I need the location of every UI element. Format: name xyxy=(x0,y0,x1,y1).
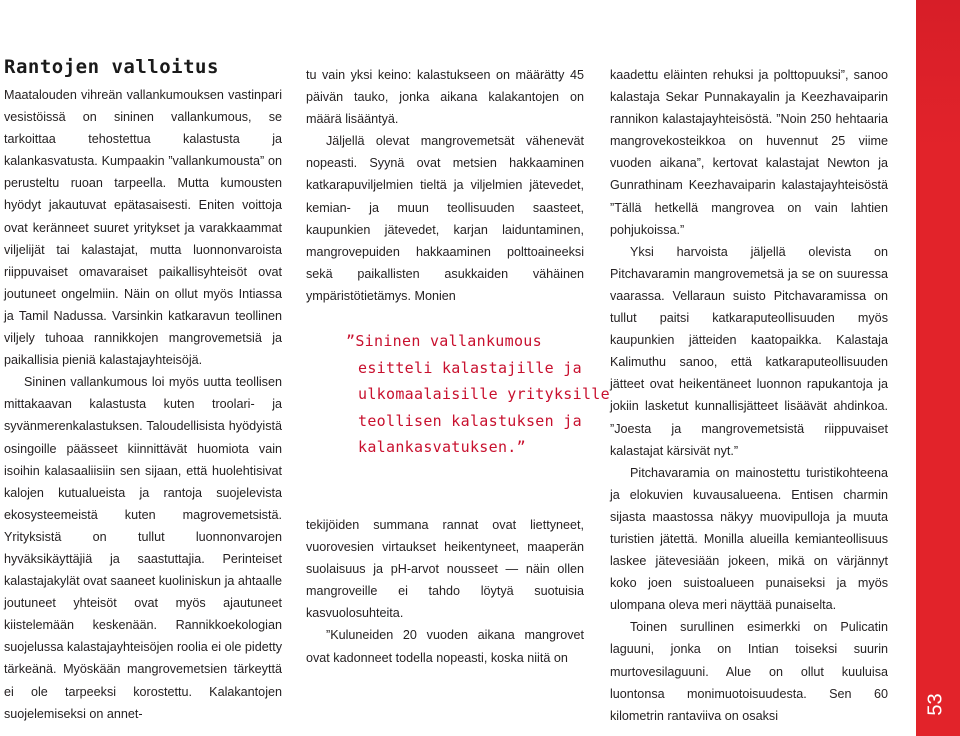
text-column-1 xyxy=(4,84,282,725)
paragraph: ”Kuluneiden 20 vuoden aikana mangrovet ovat kadonneet todella nopeasti, koska niitä on xyxy=(306,628,584,665)
paragraph: tu vain yksi keino: kalastukseen on määrätty 45 päivän tauko, jonka aikana kalakantojen on määrä lisääntyä. xyxy=(306,68,584,127)
pull-quote-line: esitteli kalastajille ja xyxy=(358,358,582,377)
paragraph: Sininen vallankumous loi myös uutta teollisen mittakaavan kalastusta kuten troolari- ja syvänmerenkalastuksen. Taloudellisista hyödyistä osingoille päässeet kiinnittävät huomiota vain isoihin kalasaaliisiin sen sijaan, että huolehtisivat kalojen kutualueista ja rantoja suojelevista ekosysteemeistä kuten magrovemetsistä. Yrityksistä on tullut luonnonvarojen hyväksikäyttäjiä ja saastuttajia. Perinteiset kalastajakylät ovat saaneet kuoliniskun ja ahtaalle joutuneet yhteisöt ovat myös ajautuneet kiistelemään keskenään. Rannikkoekologian suojelussa kalastajayhteisöjen roolia ei ole pidetty tärkeänä. Myöskään mangrovemetsien tärkeyttä ei ole tarpeeksi korostettu. Kalakantojen suojelemiseksi on annet- xyxy=(4,375,282,721)
pull-quote-line: teollisen kalastuksen ja xyxy=(358,411,582,430)
text-column-2-top xyxy=(306,64,584,307)
paragraph: Yksi harvoista jäljellä olevista on Pitchavaramin mangrovemetsä ja se on suuressa vaarassa. Vellaraun suisto Pitchavaramissa on tullut paitsi katkaraputeollisuuden myös kaupunkien jätteiden kaatopaikka. Kalastaja Kalimuthu sanoo, että katkaraputeollisuuden jätteet ovat heikentäneet luonnon rapukantoja ja jokiin lasketut kunnallisjätteet lisäävät ahdinkoa. ”Joesta ja mangrovemetsistä riippuvaiset kalastajat kärsivät nyt.” xyxy=(610,244,888,458)
text-column-3 xyxy=(610,64,888,727)
paragraph: Toinen surullinen esimerkki on Pulicatin laguuni, jonka on Intian toiseksi suurin murtovesilaguuni. Alue on ollut kuuluisa luontonsa monimuotoisuudesta. Sen 60 kilometrin rantaviiva on osaksi xyxy=(610,620,888,723)
paragraph: Maatalouden vihreän vallankumouksen vastinpari vesistöissä on sininen vallankumous, se tarkoittaa tehostettua kalastusta ja kalankasvatusta. Kumpaakin ”vallankumousta” on perusteltu ruoan tarpeella. Mutta kumousten hyödyt jakautuvat epätasaisesti. Eniten voittoja ovat keränneet suuret yritykset ja varakkaammat viljelijät tai kalastajat, mutta luonnonvaroista riippuvaiset omavaraiset paikallisyhteisöt ovat joutuneet ongelmiin. Näin on ollut myös Intiassa ja Tamil Nadussa. Varsinkin katkaravun teollinen viljely tuhoaa rannikkojen mangrovemetsiä ja paikallisia pieniä kalastajayhteisöjä. xyxy=(4,88,282,368)
paragraph: Jäljellä olevat mangrovemetsät vähenevät nopeasti. Syynä ovat metsien hakkaaminen katkarapuviljelmien tieltä ja viljelmien jätevedet, kemian- ja muun teollisuuden saasteet, kaupunkien jätevedet, karjan laiduntaminen, mangrovepuiden hakkaaminen polttoaineeksi sekä paikallisten asukkaiden vähäinen ympäristötietämys. Monien xyxy=(306,134,584,303)
page-number-text: 53 xyxy=(924,692,947,716)
page-edge-band-top xyxy=(916,0,960,150)
pull-quote-line: ulkomaalaisille yrityksille xyxy=(358,385,610,403)
page-number xyxy=(926,684,946,724)
text-column-2-bottom xyxy=(306,514,584,669)
pull-quote-line: kalankasvatuksen.” xyxy=(358,438,526,456)
paragraph: kaadettu eläinten rehuksi ja polttopuuksi”, sanoo kalastaja Sekar Punnakayalin ja Keezhavaiparin rannikon kalastajayhteisöstä. ”Noin 250 hehtaaria mangrovekosteikkoa on huvennut 25 viime vuoden aikana”, kertovat kalastajat Newton ja Gunrathinam Keezhavaiparin kalastajayhteisöstä ”Tällä hetkellä mangrovea on vain lahtien pohjukoissa.” xyxy=(610,68,888,237)
paragraph: Pitchavaramia on mainostettu turistikohteena ja elokuvien kuvausalueena. Entisen charmin sijasta maastossa näkyy muovipulloja ja muuta turistien jätettä. Monilla alueilla kemianteollisuus laskee jätevesiään jokeen, mikä on värjännyt koko joen suistoalueen punaiseksi ja myös ulompana oleva meri näyttää punaiselta. xyxy=(610,465,888,613)
page-edge-band xyxy=(916,0,960,736)
pull-quote xyxy=(346,328,610,461)
article-title: Rantojen valloitus xyxy=(4,56,219,78)
paragraph: tekijöiden summana rannat ovat liettyneet, vuorovesien virtaukset heikentyneet, maaperän suolaisuus ja pH-arvot nousseet — näin ollen mangroveille ei tahdo löytyä suotuisia kasvuolosuhteita. xyxy=(306,518,584,621)
pull-quote-line: ”Sininen vallankumous xyxy=(346,332,542,350)
